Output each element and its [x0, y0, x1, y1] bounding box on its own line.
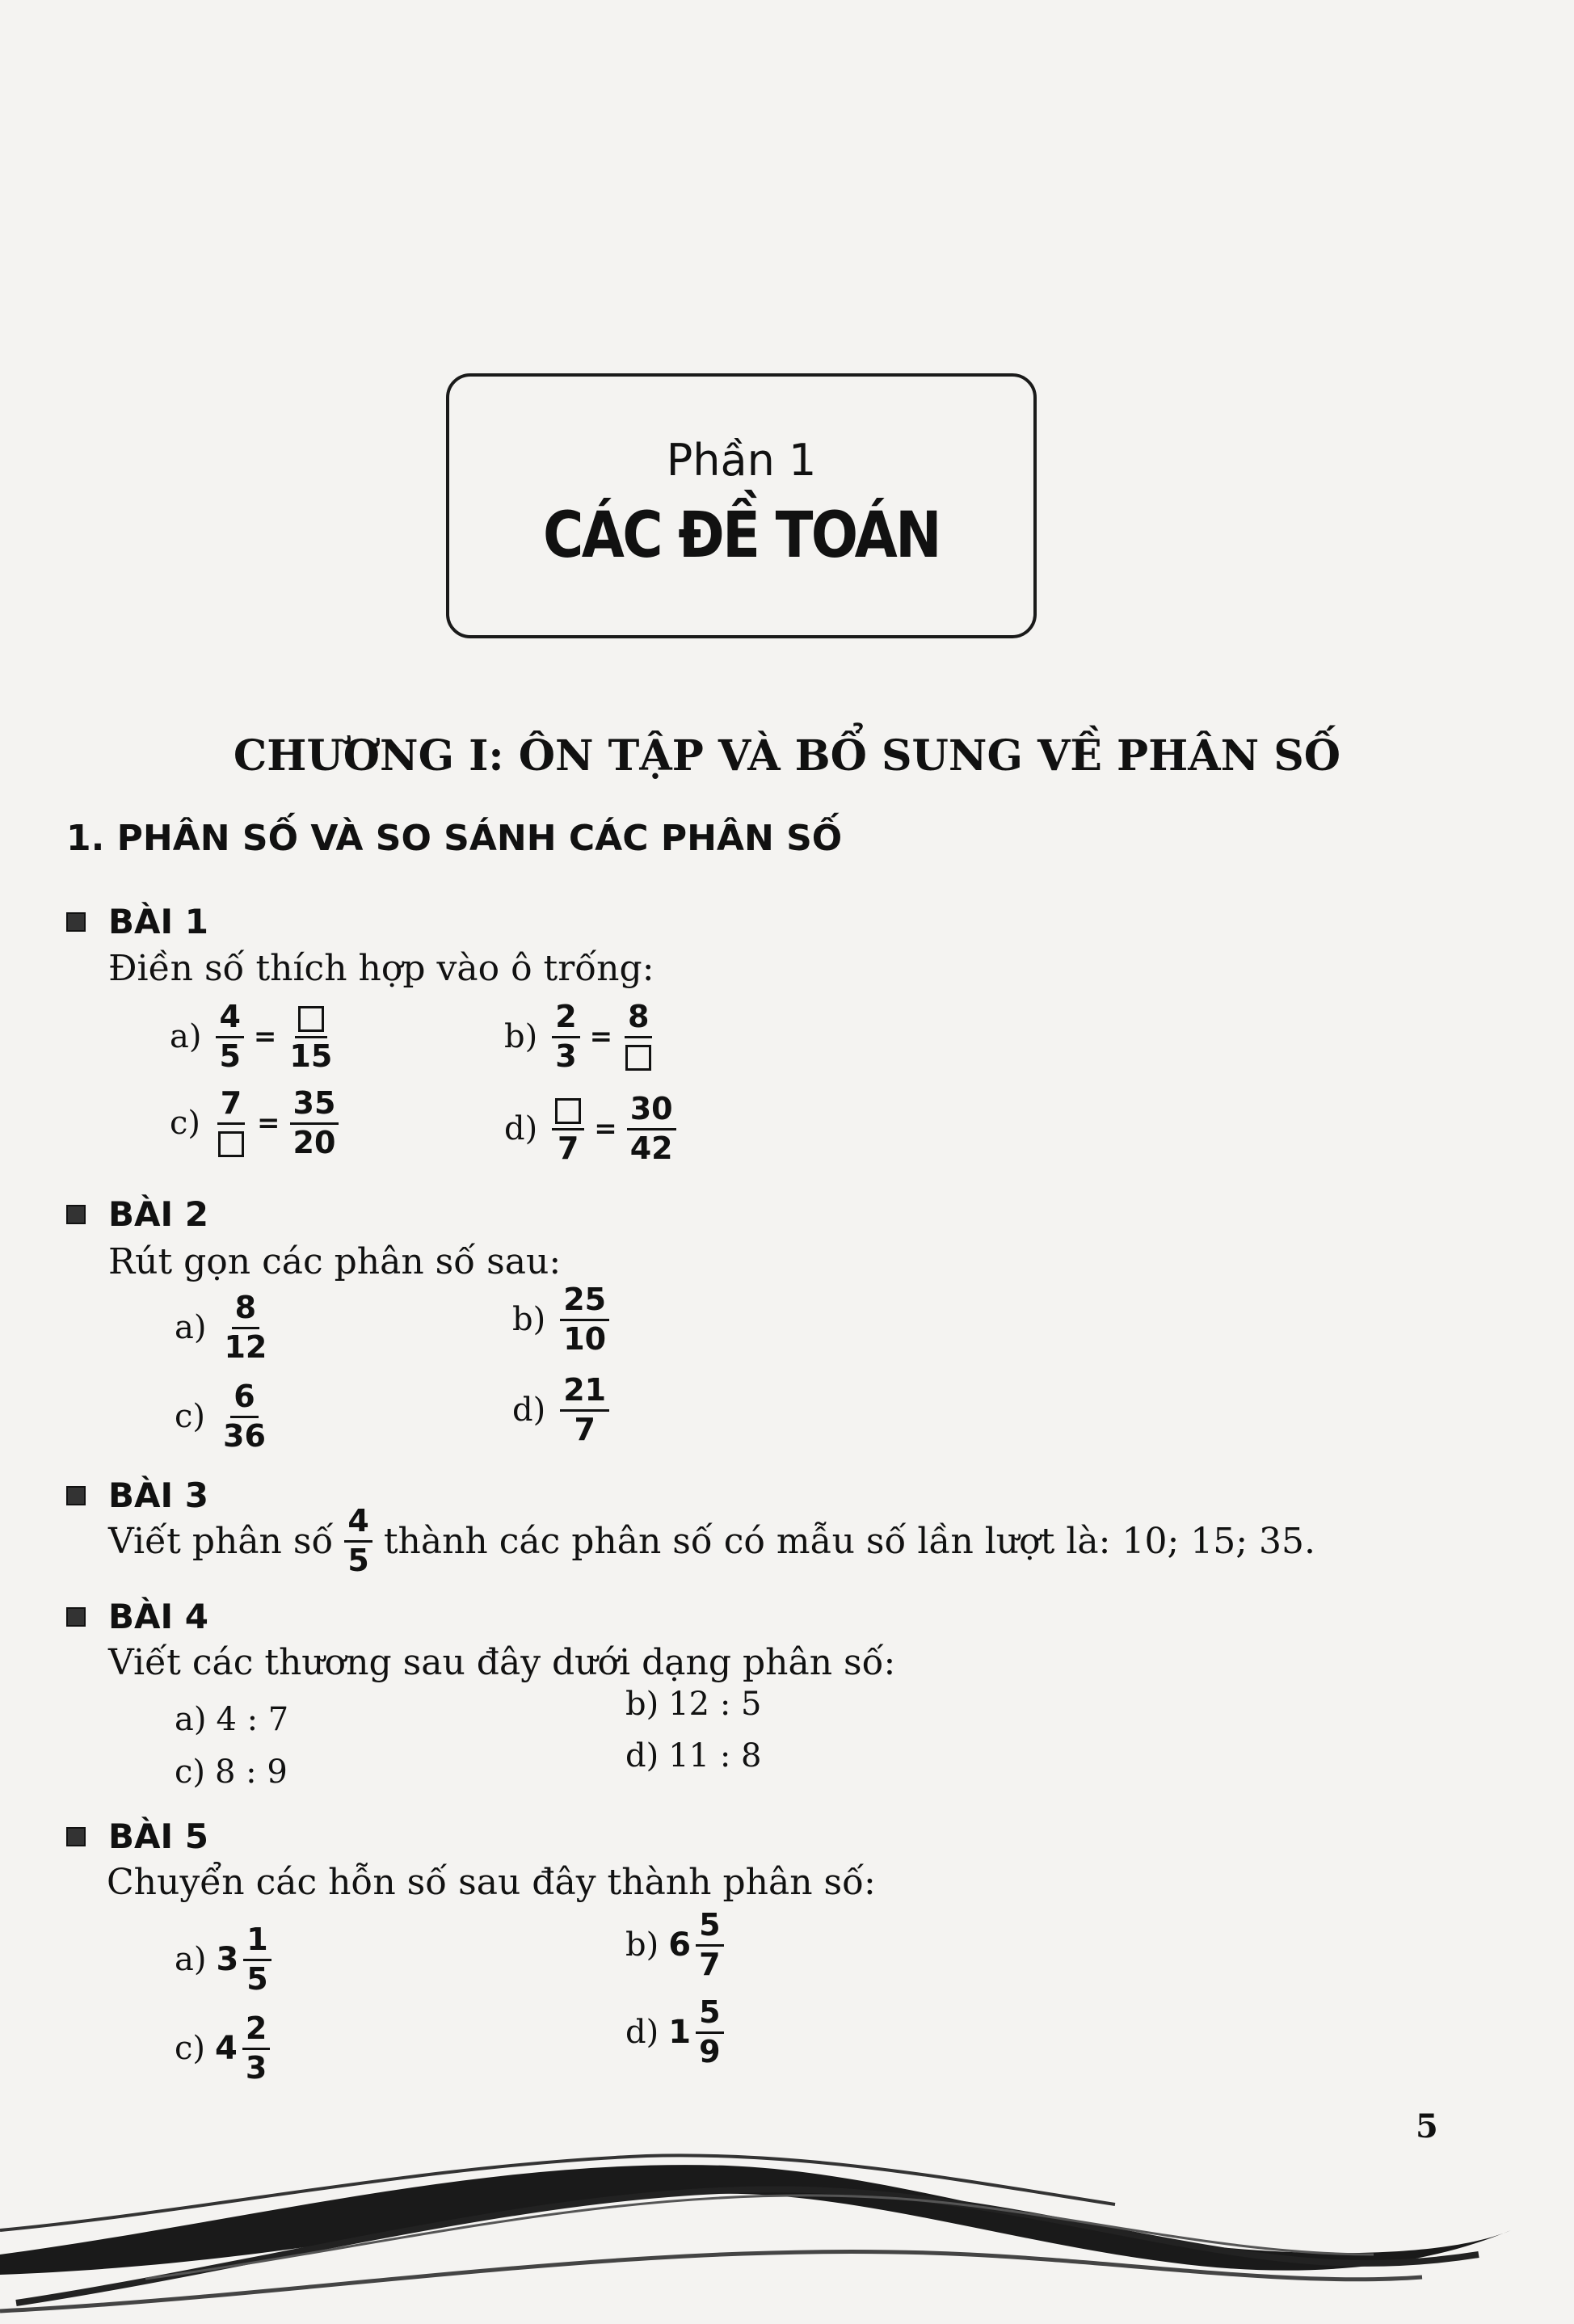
part-title: CÁC ĐỀ TOÁN [543, 499, 940, 572]
numerator: 6 [230, 1380, 258, 1418]
numerator: 21 [560, 1374, 609, 1412]
numerator: 2 [552, 1000, 579, 1038]
fraction [552, 1000, 579, 1074]
item-label: b) [625, 1926, 659, 1964]
fraction [221, 1291, 270, 1365]
equals-sign: = [253, 1021, 277, 1054]
whole-part: 6 [668, 1926, 692, 1964]
item-label: b) [504, 1018, 538, 1056]
item-expression: 12 : 5 [668, 1686, 762, 1723]
bai5-item-d [625, 1996, 729, 2069]
bai1-item-d [504, 1093, 681, 1166]
square-bullet-icon [66, 1205, 86, 1224]
fraction [560, 1283, 609, 1357]
item-label: a) [170, 1018, 202, 1056]
numerator: 2 [242, 2012, 270, 2050]
bai5-item-b [625, 1909, 729, 1982]
numerator: 8 [232, 1291, 259, 1329]
bai1-title: BÀI 1 [108, 902, 208, 941]
denominator: 20 [292, 1124, 336, 1160]
denominator: 5 [219, 1038, 241, 1074]
item-label: c) [175, 1398, 206, 1436]
section-title: 1. PHÂN SỐ VÀ SO SÁNH CÁC PHÂN SỐ [66, 818, 843, 859]
whole-part: 1 [668, 2014, 692, 2052]
fraction [560, 1374, 609, 1447]
part-label: Phần 1 [666, 435, 817, 486]
denominator-blank [215, 1125, 247, 1160]
bai3-text-before: Viết phân số [108, 1520, 334, 1562]
bai4-item-d [625, 1737, 761, 1775]
empty-box-icon [218, 1131, 244, 1157]
item-label: b) [625, 1686, 659, 1723]
denominator: 10 [563, 1320, 607, 1357]
square-bullet-icon [66, 1607, 86, 1627]
bai2-item-a [175, 1291, 275, 1365]
decorative-wave-footer [0, 2133, 1574, 2324]
bai1-instruction: Điền số thích hợp vào ô trống: [108, 948, 654, 989]
denominator: 7 [699, 1946, 721, 1982]
bai4-instruction: Viết các thương sau đây dưới dạng phân số: [108, 1642, 896, 1683]
fraction [622, 1000, 654, 1074]
item-label: b) [512, 1301, 546, 1339]
whole-part: 4 [215, 2030, 238, 2068]
bai1-heading [66, 902, 208, 941]
numerator: 25 [560, 1283, 609, 1321]
bai1-item-c [170, 1087, 343, 1160]
equals-sign: = [257, 1107, 280, 1140]
numerator: 7 [217, 1087, 245, 1125]
fraction [243, 1923, 271, 1997]
chapter-title: CHƯƠNG I: ÔN TẬP VÀ BỔ SUNG VỀ PHÂN SỐ [233, 731, 1341, 781]
bai2-heading [66, 1194, 208, 1234]
denominator: 9 [699, 2033, 721, 2069]
empty-box-icon [298, 1006, 324, 1032]
numerator-blank [552, 1093, 584, 1130]
square-bullet-icon [66, 1486, 86, 1505]
bai4-heading [66, 1597, 208, 1636]
numerator: 8 [625, 1000, 652, 1038]
fraction [627, 1093, 676, 1166]
numerator-blank [295, 1000, 327, 1038]
bai4-item-b [625, 1686, 761, 1723]
denominator-blank [622, 1038, 654, 1074]
numerator: 4 [216, 1000, 243, 1038]
fraction [220, 1380, 269, 1454]
denominator: 36 [223, 1417, 266, 1454]
bai1-item-b [504, 1000, 659, 1074]
numerator: 30 [627, 1093, 676, 1130]
item-label: c) [175, 2030, 206, 2068]
square-bullet-icon [66, 1827, 86, 1846]
item-label: c) [170, 1105, 201, 1143]
bai5-instruction: Chuyển các hỗn số sau đây thành phân số: [107, 1862, 876, 1903]
numerator: 4 [344, 1505, 372, 1543]
numerator: 1 [243, 1923, 271, 1961]
bai2-item-b [512, 1283, 614, 1357]
item-label: d) [504, 1110, 538, 1148]
denominator: 12 [224, 1328, 267, 1365]
fraction [552, 1093, 584, 1166]
bai3-text-after: thành các phân số có mẫu số lần lượt là: 10; 15; 35. [383, 1520, 1316, 1562]
fraction [344, 1505, 372, 1578]
item-expression: 11 : 8 [668, 1737, 762, 1775]
bai4-title: BÀI 4 [108, 1597, 208, 1636]
denominator: 3 [245, 2049, 267, 2086]
fraction [286, 1000, 335, 1074]
empty-box-icon [555, 1098, 581, 1124]
denominator: 5 [347, 1542, 369, 1578]
item-label: d) [512, 1391, 546, 1429]
fraction [242, 2012, 270, 2086]
square-bullet-icon [66, 912, 86, 932]
bai4-item-c [175, 1754, 288, 1791]
bai1-item-a [170, 1000, 340, 1074]
denominator: 5 [246, 1960, 268, 1997]
item-label: c) [175, 1754, 206, 1791]
bai5-heading [66, 1817, 208, 1856]
item-label: a) [175, 1701, 207, 1738]
fraction [290, 1087, 339, 1160]
whole-part: 3 [216, 1941, 239, 1979]
item-label: d) [625, 2014, 659, 2052]
denominator: 42 [629, 1130, 673, 1166]
bai3-text [108, 1505, 1315, 1578]
bai2-title: BÀI 2 [108, 1194, 208, 1234]
fraction [215, 1087, 247, 1160]
item-label: a) [175, 1309, 207, 1347]
empty-box-icon [625, 1045, 651, 1071]
equals-sign: = [594, 1113, 617, 1146]
denominator: 15 [289, 1038, 333, 1074]
denominator: 7 [574, 1411, 596, 1447]
fraction [696, 1996, 723, 2069]
numerator: 5 [696, 1996, 723, 2034]
denominator: 3 [555, 1038, 577, 1074]
fraction [696, 1909, 723, 1982]
bai3-title: BÀI 3 [108, 1476, 208, 1515]
equals-sign: = [589, 1021, 613, 1054]
fraction [216, 1000, 243, 1074]
bai5-item-a [175, 1923, 276, 1997]
item-expression: 8 : 9 [215, 1754, 288, 1791]
item-expression: 4 : 7 [216, 1701, 289, 1738]
bai2-instruction: Rút gọn các phân số sau: [108, 1241, 562, 1282]
item-label: d) [625, 1737, 659, 1775]
page-number: 5 [1416, 2107, 1438, 2145]
bai2-item-c [175, 1380, 274, 1454]
bai4-item-a [175, 1701, 288, 1738]
numerator: 5 [696, 1909, 723, 1947]
bai2-item-d [512, 1374, 614, 1447]
item-label: a) [175, 1941, 207, 1979]
bai5-title: BÀI 5 [108, 1817, 208, 1856]
numerator: 35 [290, 1087, 339, 1125]
denominator: 7 [557, 1130, 579, 1166]
bai5-item-c [175, 2012, 275, 2086]
